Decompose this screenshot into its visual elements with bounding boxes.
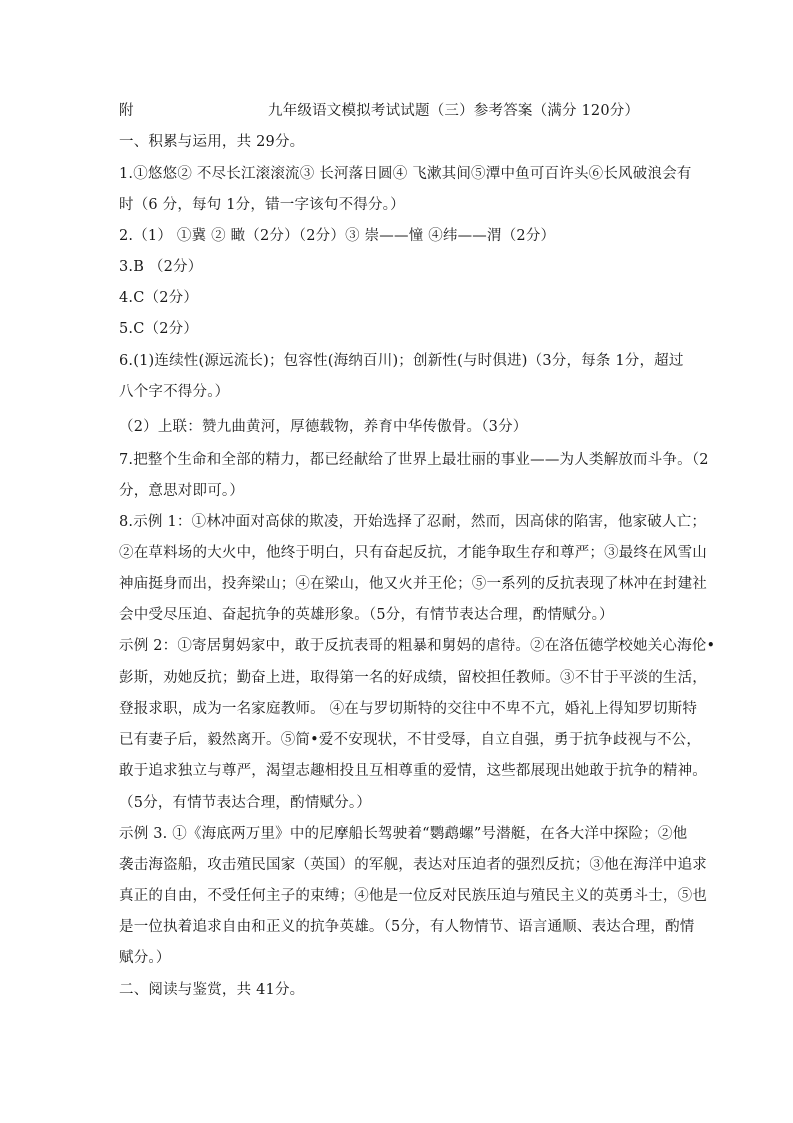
- answer-line: 已有妻子后，毅然离开。⑤简•爱不安现状，不甘受辱，自立自强，勇于抗争歧视与不公，: [119, 732, 702, 748]
- answer-line: 袭击海盗船，攻击殖民国家（英国）的军舰，表达对压迫者的强烈反抗；③他在海洋中追求: [119, 857, 707, 873]
- section-heading-2: 二、阅读与鉴赏，共 41分。: [119, 982, 305, 998]
- header-prefix: 附: [119, 103, 134, 119]
- answer-line: （2）上联：赞九曲黄河，厚德载物，养育中华传傲骨。（3分）: [119, 419, 528, 435]
- answer-line: 时（6 分，每句 1分，错一字该句不得分。）: [119, 197, 405, 213]
- answer-line: 是一位执着追求自由和正义的抗争英雄。（5分，有人物情节、语言通顺、表达合理，酌情: [119, 919, 695, 935]
- answer-line: 示例 3. ①《海底两万里》中的尼摩船长驾驶着“鹦鹉螺”号潜艇，在各大洋中探险；②他: [119, 826, 688, 842]
- answer-line: 赋分。）: [119, 950, 171, 966]
- answer-line: 4.C（2分）: [119, 290, 199, 306]
- answer-line: 登报求职，成为一名家庭教师。 ④在与罗切斯特的交往中不卑不亢，婚礼上得知罗切斯特: [119, 701, 698, 717]
- answer-line: 8.示例 1：①林冲面对高俅的欺凌，开始选择了忍耐，然而，因高俅的陷害，他家破人亡；: [119, 514, 707, 530]
- answer-line: 分，意思对即可。）: [119, 483, 245, 499]
- answer-line: 3.B （2分）: [119, 259, 203, 275]
- answer-line: 2.（1） ①冀 ② 瞰（2分）（2分）③ 崇——憧 ④纬——渭（2分）: [119, 228, 556, 244]
- answer-line: 彭斯，劝她反抗；勤奋上进，取得第一名的好成绩，留校担任教师。③不甘于平淡的生活，: [119, 670, 707, 686]
- answer-line: 6.(1)连续性(源远流长)；包容性(海纳百川)；创新性(与时俱进)（3分，每条 1分，超过: [119, 353, 684, 369]
- page-title: 九年级语文模拟考试试题（三）参考答案（满分 120分）: [268, 103, 640, 119]
- answer-line: 5.C（2分）: [119, 321, 199, 337]
- answer-line: 真正的自由，不受任何主子的束缚；④他是一位反对民族压迫与殖民主义的英勇斗士，⑤也: [119, 888, 707, 904]
- answer-line: 会中受尽压迫、奋起抗争的英雄形象。（5分，有情节表达合理，酌情赋分。）: [119, 607, 614, 623]
- answer-line: （5分，有情节表达合理，酌情赋分。）: [119, 795, 372, 811]
- answer-line: 7.把整个生命和全部的精力，都已经献给了世界上最壮丽的事业——为人类解放而斗争。（2: [119, 452, 709, 468]
- answer-line: 八个字不得分。）: [119, 384, 230, 400]
- answer-line: 神庙挺身而出，投奔梁山；④在梁山，他又火并王伦；⑤一系列的反抗表现了林冲在封建社: [119, 576, 707, 592]
- answer-line: 示例 2：①寄居舅妈家中，敢于反抗表哥的粗暴和舅妈的虐待。②在洛伍德学校她关心海伦•: [119, 638, 716, 654]
- answer-line: 敢于追求独立与尊严，渴望志趣相投且互相尊重的爱情，这些都展现出她敢于抗争的精神。: [119, 763, 707, 779]
- answer-line: 1.①悠悠② 不尽长江滚滚流③ 长河落日圆④ 飞漱其间⑤潭中鱼可百许头⑥长风破浪会有: [119, 166, 692, 182]
- answer-line: ②在草料场的大火中，他终于明白，只有奋起反抗，才能争取生存和尊严；③最终在风雪山: [119, 545, 707, 561]
- section-heading-1: 一、积累与运用，共 29分。: [119, 134, 305, 150]
